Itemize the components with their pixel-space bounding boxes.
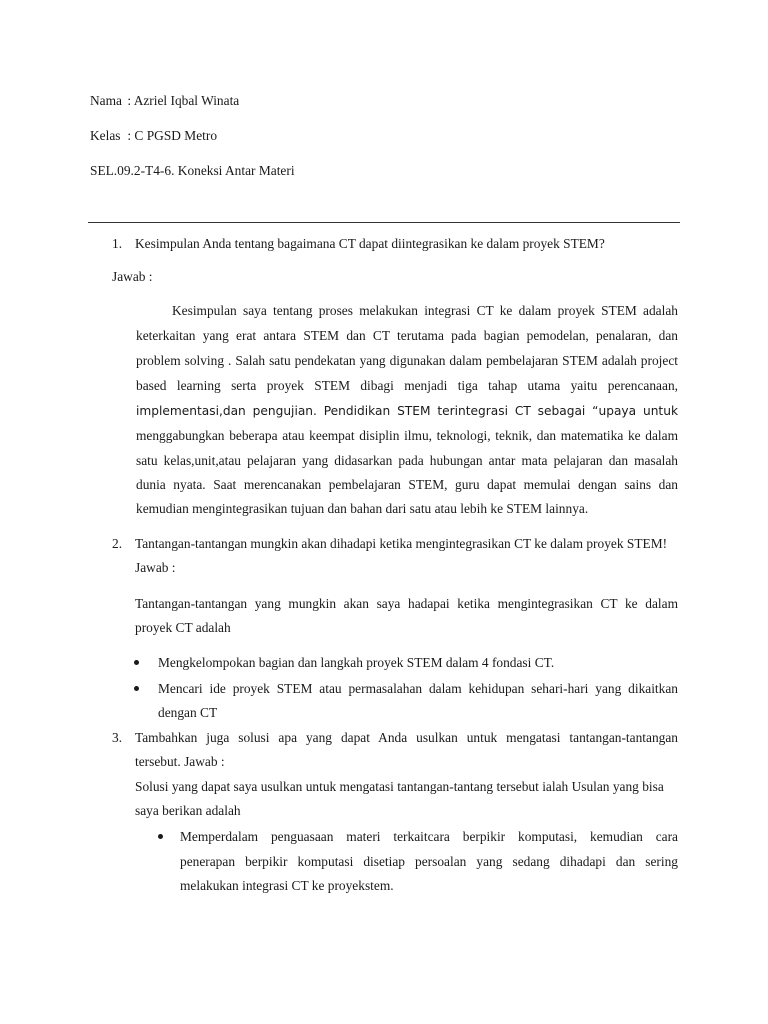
q3-number: 3. <box>112 730 123 745</box>
q3-bullet-line: Memperdalam penguasaan materi terkaitcara berpikir komputasi, kemudian cara <box>180 829 678 844</box>
name-value: : Azriel Iqbal Winata <box>127 93 240 108</box>
bullet-marker <box>134 660 139 665</box>
name-label: Nama <box>90 93 122 108</box>
q1-question: Kesimpulan Anda tentang bagaimana CT dapat diintegrasikan ke dalam proyek STEM? <box>135 236 605 251</box>
q1-paragraph-line: based learning serta proyek STEM dibagi menjadi tiga tahap utama yaitu perencanaan, <box>136 378 678 393</box>
q3-question-line: tersebut. Jawab : <box>135 754 225 769</box>
class-line <box>90 127 217 145</box>
q1-paragraph-line: satu kelas,unit,atau pelajaran yang didasarkan pada hubungan antar mata pelajaran dan masalah <box>136 453 678 468</box>
q2-bullet-line: Mencari ide proyek STEM atau permasalahan dalam kehidupan sehari-hari yang dikaitkan <box>158 681 678 696</box>
q3-answer-line: saya berikan adalah <box>135 803 241 818</box>
q1-paragraph-line: implementasi,dan pengujian. Pendidikan STEM terintegrasi CT sebagai “upaya untuk <box>136 404 678 418</box>
header-divider <box>88 222 680 223</box>
q1-paragraph-line: menggabungkan beberapa atau keempat disiplin ilmu, teknologi, teknik, dan matematika ke dalam <box>136 428 678 443</box>
q2-question: Tantangan-tantangan mungkin akan dihadapi ketika mengintegrasikan CT ke dalam proyek STEM! <box>135 536 668 551</box>
q1-paragraph-line: dunia nyata. Saat merencanakan pembelajaran STEM, guru dapat memulai dengan sains dan <box>136 477 678 492</box>
bullet-marker <box>134 686 139 691</box>
q3-bullet-line: penerapan berpikir komputasi disetiap persoalan yang sedang dihadapi dan sering <box>180 854 678 869</box>
q1-paragraph-line: problem solving . Salah satu pendekatan yang digunakan dalam pembelajaran STEM adalah project <box>136 353 678 368</box>
q3-answer-line: Solusi yang dapat saya usulkan untuk mengatasi tantangan-tantang tersebut ialah Usulan yang bisa <box>135 779 664 794</box>
class-label: Kelas <box>90 128 121 143</box>
q2-bullet-line: dengan CT <box>158 705 218 720</box>
class-value: : C PGSD Metro <box>127 128 218 143</box>
q2-number: 2. <box>112 536 123 551</box>
q1-paragraph-line: kemudian mengintegrasikan tujuan dan bahan dari satu atau lebih ke STEM lainnya. <box>136 501 589 516</box>
bullet-marker <box>158 834 163 839</box>
q2-intro-line: proyek CT adalah <box>135 620 231 635</box>
q1-answer-label: Jawab : <box>112 269 153 284</box>
q2-bullet-line: Mengkelompokan bagian dan langkah proyek STEM dalam 4 fondasi CT. <box>158 655 555 670</box>
q2-intro-line: Tantangan-tantangan yang mungkin akan saya hadapai ketika mengintegrasikan CT ke dalam <box>135 596 678 611</box>
q1-number: 1. <box>112 236 123 251</box>
q2-answer-label: Jawab : <box>135 560 176 575</box>
name-line <box>90 92 239 110</box>
course-title: SEL.09.2-T4-6. Koneksi Antar Materi <box>90 163 295 178</box>
q3-bullet-line: melakukan integrasi CT ke proyekstem. <box>180 878 394 893</box>
q1-paragraph-line: keterkaitan yang erat antara STEM dan CT terutama pada bagian pemodelan, penalaran, dan <box>136 328 678 343</box>
q3-question-line: Tambahkan juga solusi apa yang dapat Anda usulkan untuk mengatasi tantangan-tantangan <box>135 730 678 745</box>
q1-paragraph-line: Kesimpulan saya tentang proses melakukan integrasi CT ke dalam proyek STEM adalah <box>172 303 678 318</box>
